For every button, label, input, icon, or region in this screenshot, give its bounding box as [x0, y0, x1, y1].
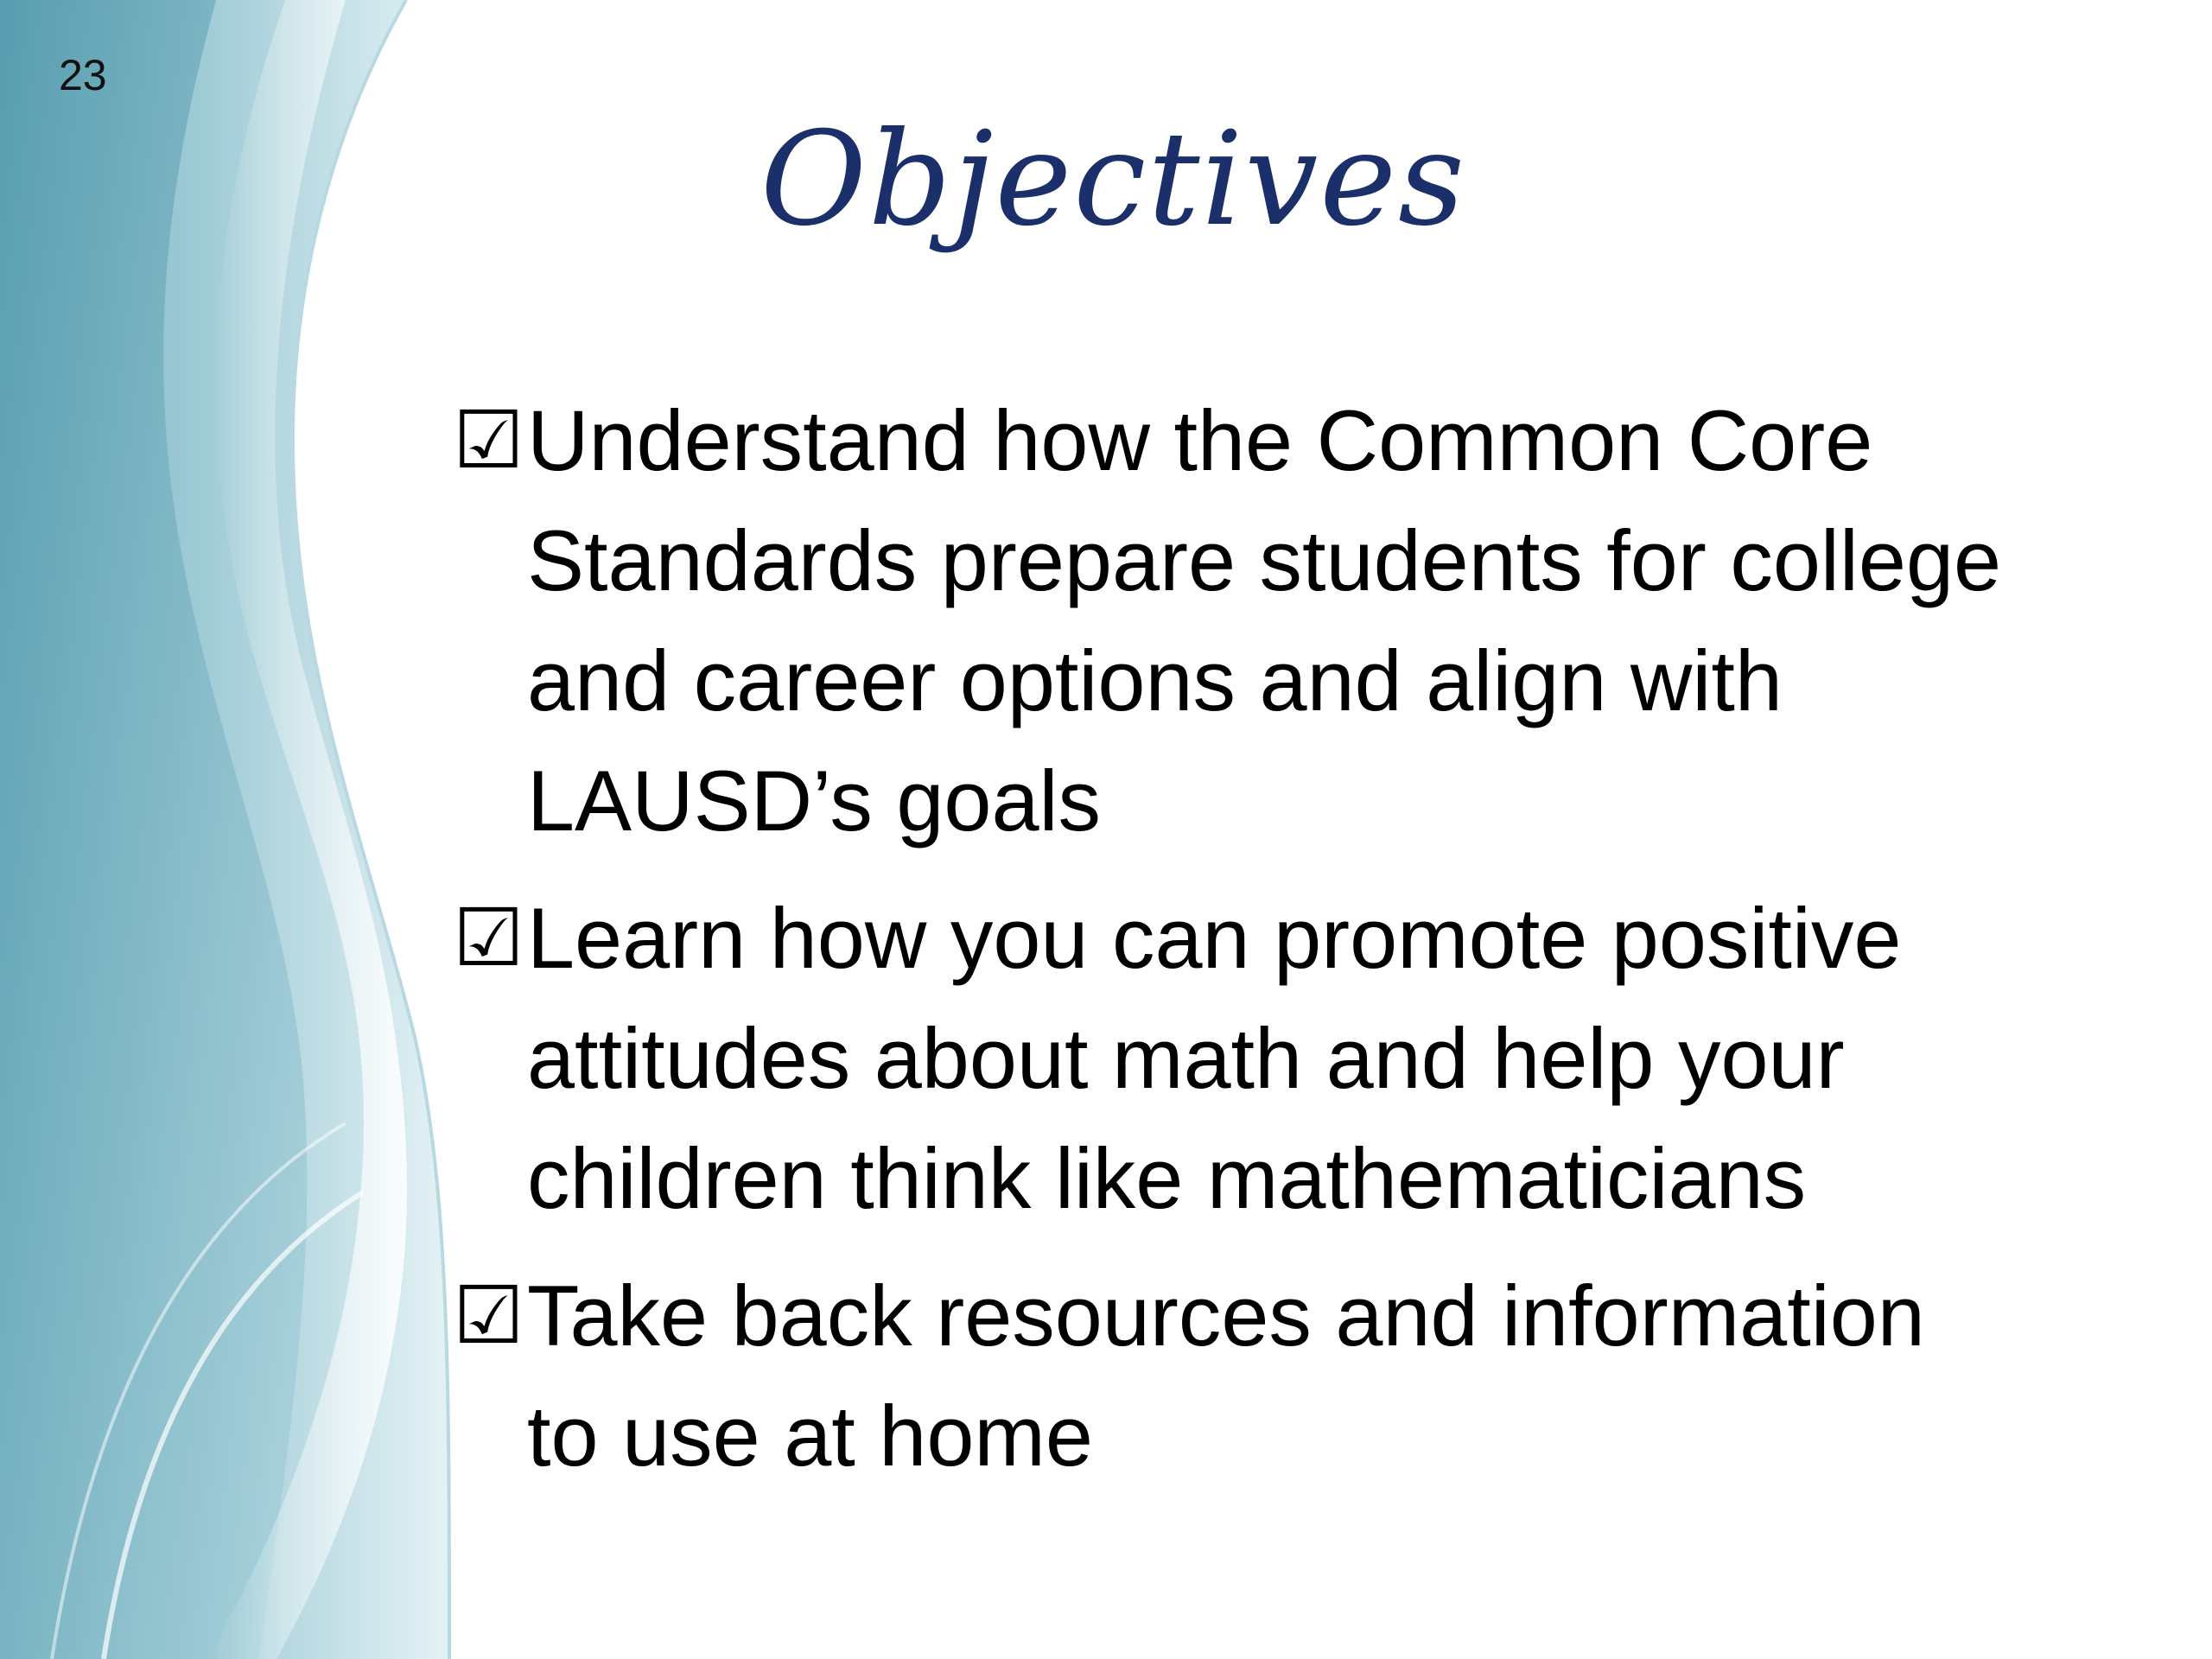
checked-box-icon: ☑: [453, 892, 524, 984]
objective-text: Take back resources and information to use at home: [527, 1268, 1925, 1484]
slide-number: 23: [59, 51, 107, 99]
objective-item: [453, 1255, 2181, 1496]
objective-text: Understand how the Common Core Standards prepare students for college and career options and align with LAUSD’s goals: [527, 392, 2002, 849]
objective-item: [453, 380, 2181, 861]
objectives-list: [453, 380, 2181, 1513]
checked-box-icon: ☑: [453, 394, 524, 486]
objective-item: [453, 878, 2181, 1238]
slide-title: Objectives: [760, 105, 1467, 255]
objective-text: Learn how you can promote positive attitudes about math and help your children think like mathematicians: [527, 890, 1902, 1226]
checked-box-icon: ☑: [453, 1269, 524, 1362]
